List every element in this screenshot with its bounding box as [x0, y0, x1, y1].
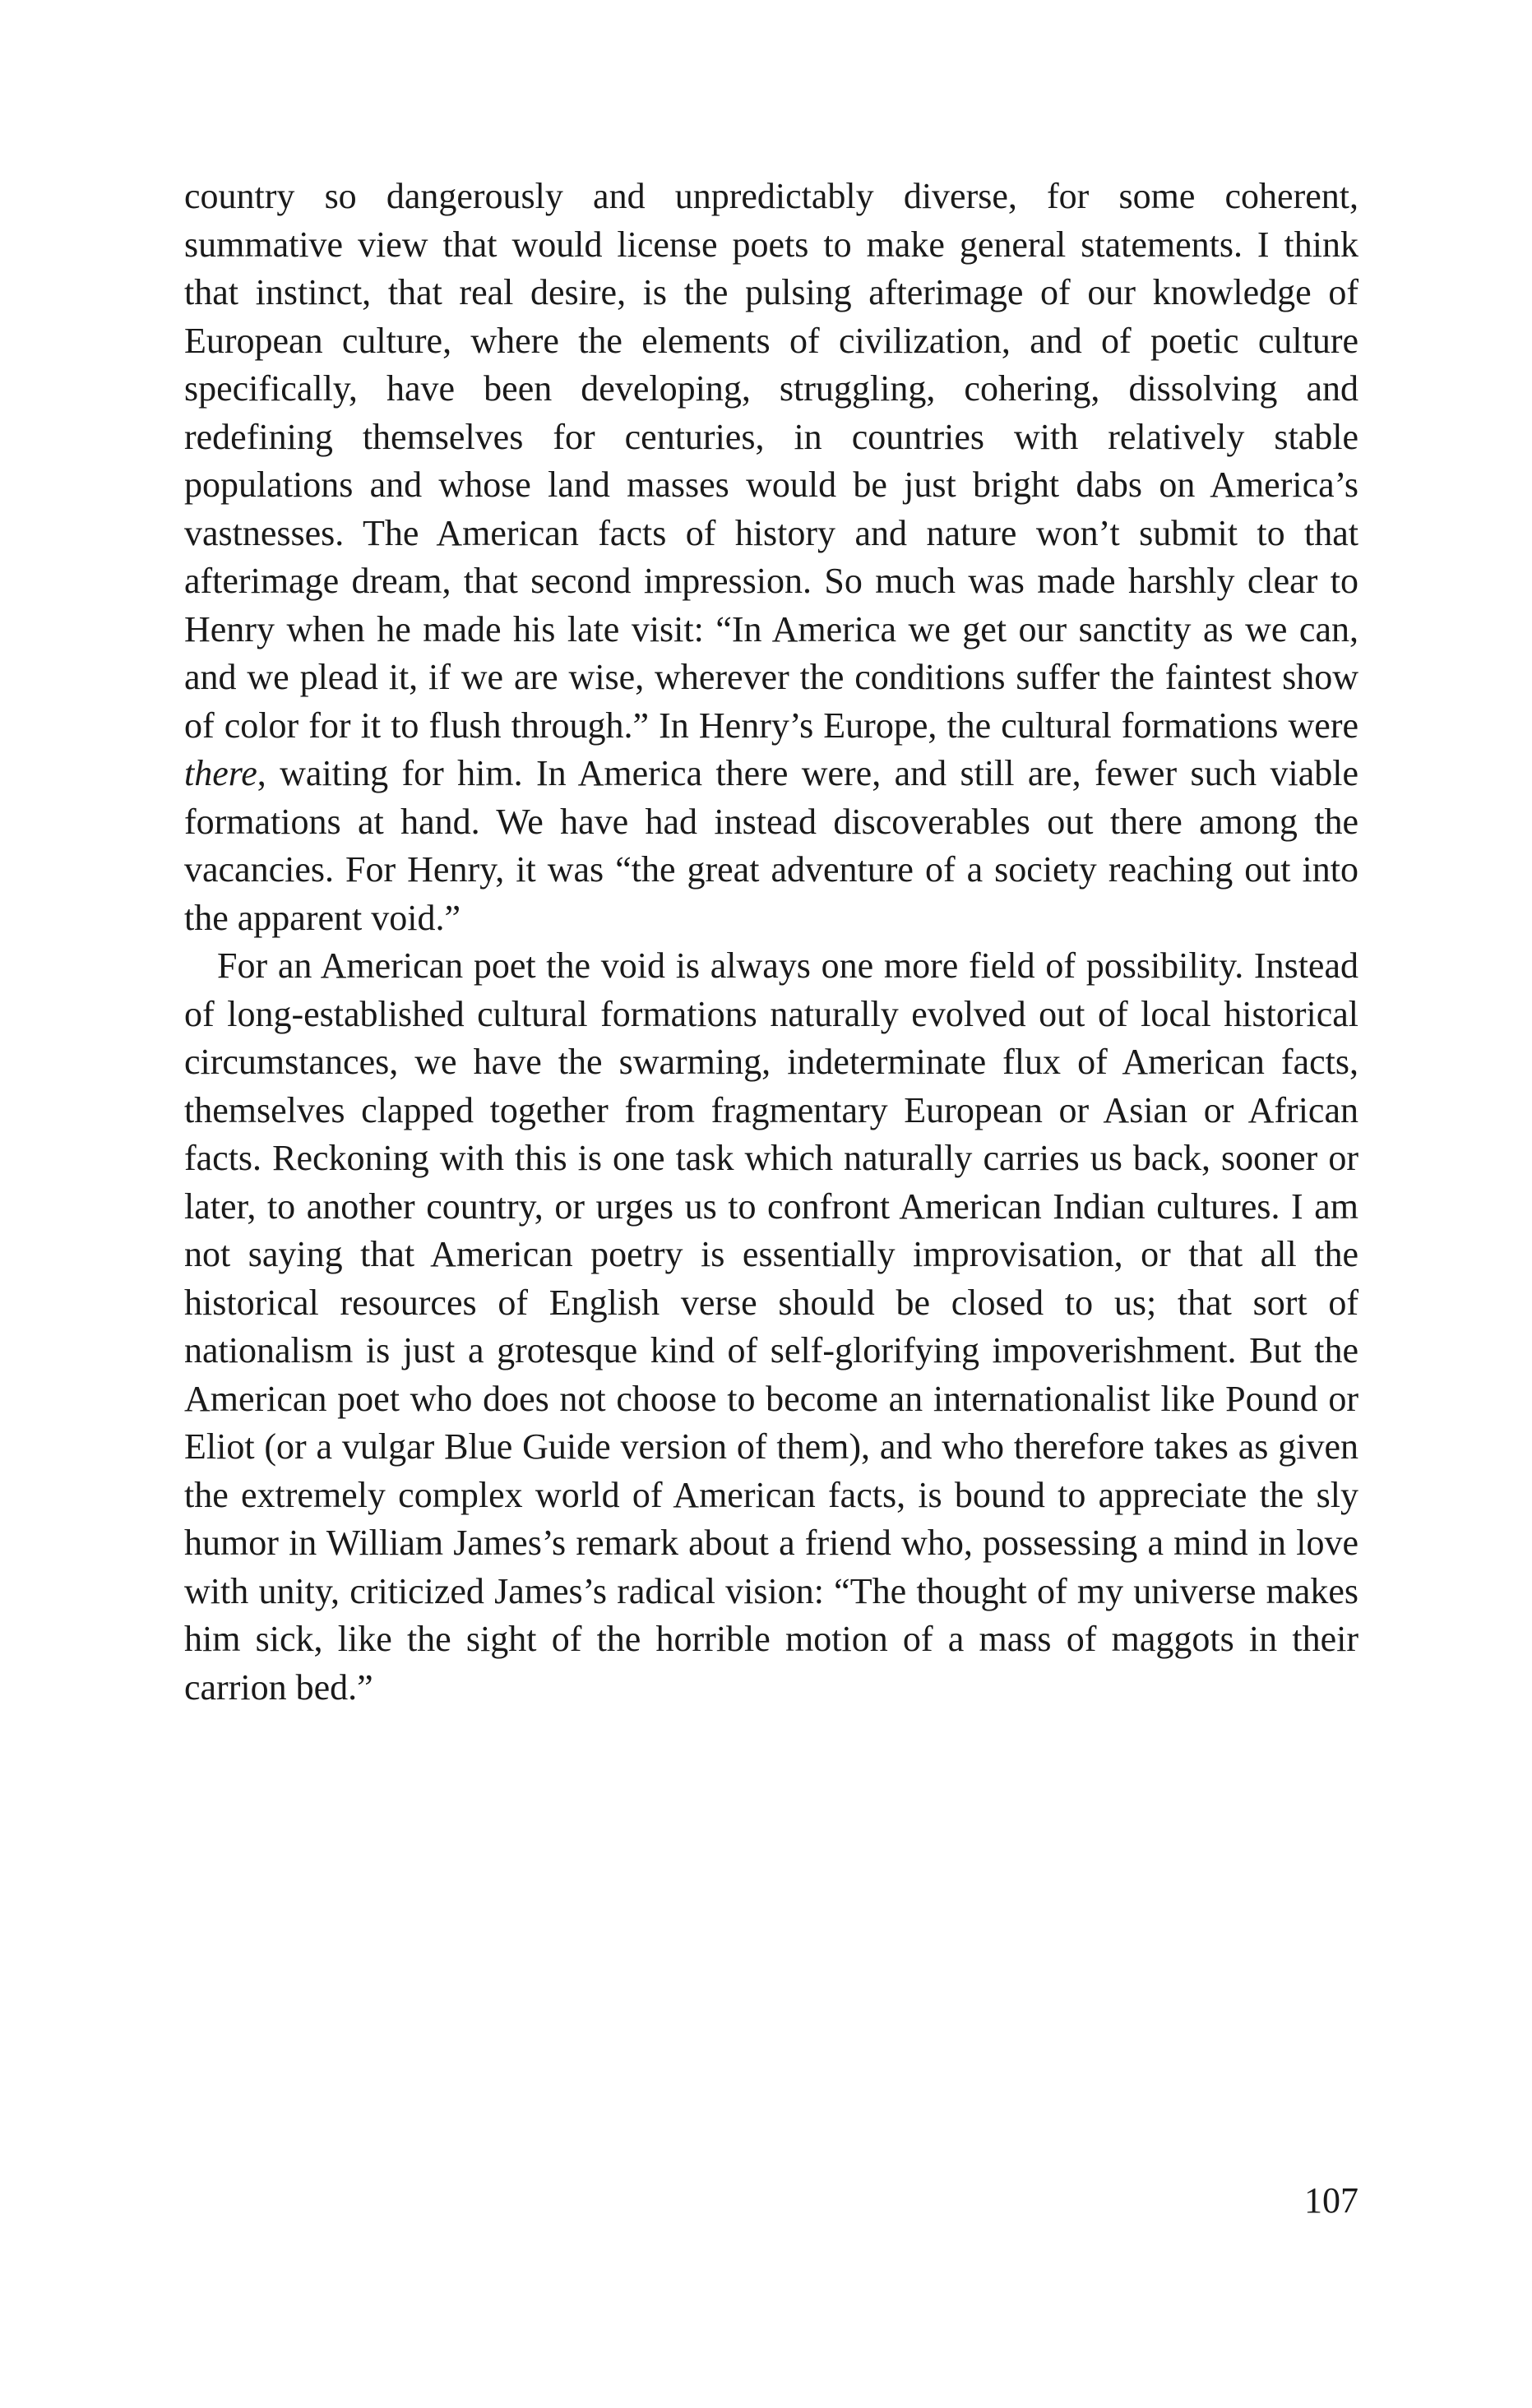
body-text: [184, 173, 1358, 1712]
emphasis-there: there: [184, 753, 257, 793]
paragraph-1-text-b: , waiting for him. In America there were, and still are, fewer such viable formations at hand. We have had instead discoverables out there among the vacancies. For Henry, it was “the great adventure of a society reaching out into the apparent void.”: [184, 753, 1358, 938]
paragraph-2: For an American poet the void is always one more field of possibility. Instead of long-established cultural formations naturally evolved out of local historical circumstances, we have the swarming, indeterminate flux of American facts, themselves clapped together from fragmentary European or Asian or African facts. Reckoning with this is one task which naturally carries us back, sooner or later, to another country, or urges us to confront American Indian cultures. I am not saying that American poetry is essentially improvisation, or that all the historical resources of English verse should be closed to us; that sort of nationalism is just a grotesque kind of self-glorifying impoverishment. But the American poet who does not choose to become an internationalist like Pound or Eliot (or a vulgar Blue Guide version of them), and who therefore takes as given the extremely complex world of American facts, is bound to appreciate the sly humor in William James’s remark about a friend who, possessing a mind in love with unity, criticized James’s radical vision: “The thought of my universe makes him sick, like the sight of the horrible motion of a mass of maggots in their carrion bed.”: [184, 945, 1358, 1708]
page-number: 107: [1304, 2180, 1358, 2221]
paragraph-1-text-a: country so dangerously and unpredictably diverse, for some coherent, summative view that would license poets to make general statements. I think that instinct, that real desire, is the pulsing afterimage of our knowledge of European culture, where the elements of civilization, and of poetic culture specifically, have been developing, struggling, cohering, dissolving and redefining themselves for centuries, in countries with relatively stable populations and whose land masses would be just bright dabs on America’s vastnesses. The American facts of history and nature won’t submit to that afterimage dream, that second impression. So much was made harshly clear to Henry when he made his late visit: “In America we get our sanctity as we can, and we plead it, if we are wise, wherever the conditions suffer the faintest show of color for it to flush through.” In Henry’s Europe, the cultural formations were: [184, 176, 1358, 746]
paragraph-1: [184, 173, 1358, 942]
